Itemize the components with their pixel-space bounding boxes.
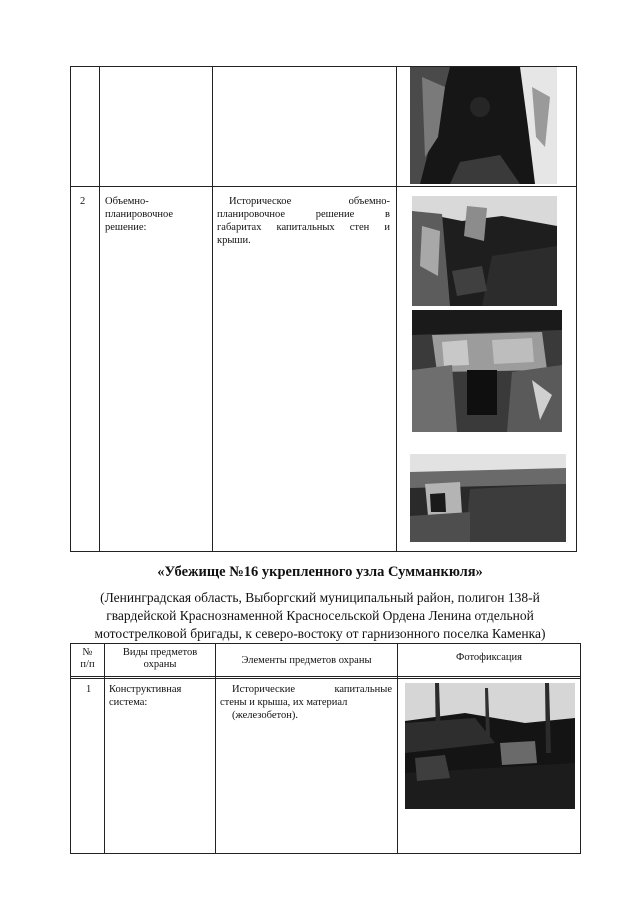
text-line: решение: [105,222,147,233]
text-line: Объемно- [105,196,149,207]
object-location-line: гвардейской Краснознаменной Красносельской Ордена Ленина отдельной [106,608,534,623]
text-line: (железобетон). [232,710,298,721]
header-protection-elements: Элементы предметов охраны [241,655,372,666]
protection-type-cell [105,195,209,234]
table-col-line [212,66,213,552]
table-border-top [70,643,581,644]
table-row-divider [70,186,576,187]
object-title: «Убежище №16 укрепленного узла Сумманкюля» [157,564,483,580]
photo-shelter-rocks [412,196,557,306]
header-line: охраны [143,659,177,670]
text-line: габаритах капитальных стен и [217,222,390,233]
text-line: крыши. [217,235,251,246]
table-col-line [396,66,397,552]
row-number: 1 [86,684,92,695]
table-col-line [70,643,71,854]
header-number [71,647,104,671]
header-line: Виды предметов [122,647,198,658]
text-line: Конструктивная [109,684,182,695]
table-col-line [70,66,71,552]
table-col-line [576,66,577,552]
table-border-bottom [70,551,576,552]
protection-type-cell [109,683,213,709]
table-border-bottom [70,853,581,854]
table-header-divider [70,678,581,679]
object-location-line: (Ленинградская область, Выборгский муниципальный район, полигон 138-й [100,590,540,605]
table-col-line [580,643,581,854]
header-line: № [82,647,93,658]
text-line: стены и крыша, их материал [220,697,348,708]
photo-shelter-entrance [412,310,562,432]
header-line: п/п [80,659,95,670]
row-number: 2 [80,196,86,207]
photo-shelter-landscape [410,454,566,542]
object-location-line: мотострелковой бригады, к северо-востоку от гарнизонного поселка Каменка) [94,626,546,641]
text-line: планировочное решение в [217,209,390,220]
table-col-line [99,66,100,552]
header-photo: Фотофиксация [456,652,522,663]
table-header-divider [70,676,581,677]
text-line: система: [109,697,148,708]
photo-shelter-interior [410,67,557,184]
photo-shelter-16-forest [405,683,575,809]
header-protection-type [105,647,215,671]
text-line: планировочное [105,209,174,220]
table-col-line [215,643,216,854]
table-col-line [397,643,398,854]
text-line: Исторические капитальные [232,684,392,695]
protection-elements-cell [220,683,392,722]
text-line: Историческое объемно- [229,196,390,207]
protection-elements-cell [217,195,390,247]
table-col-line [104,643,105,854]
